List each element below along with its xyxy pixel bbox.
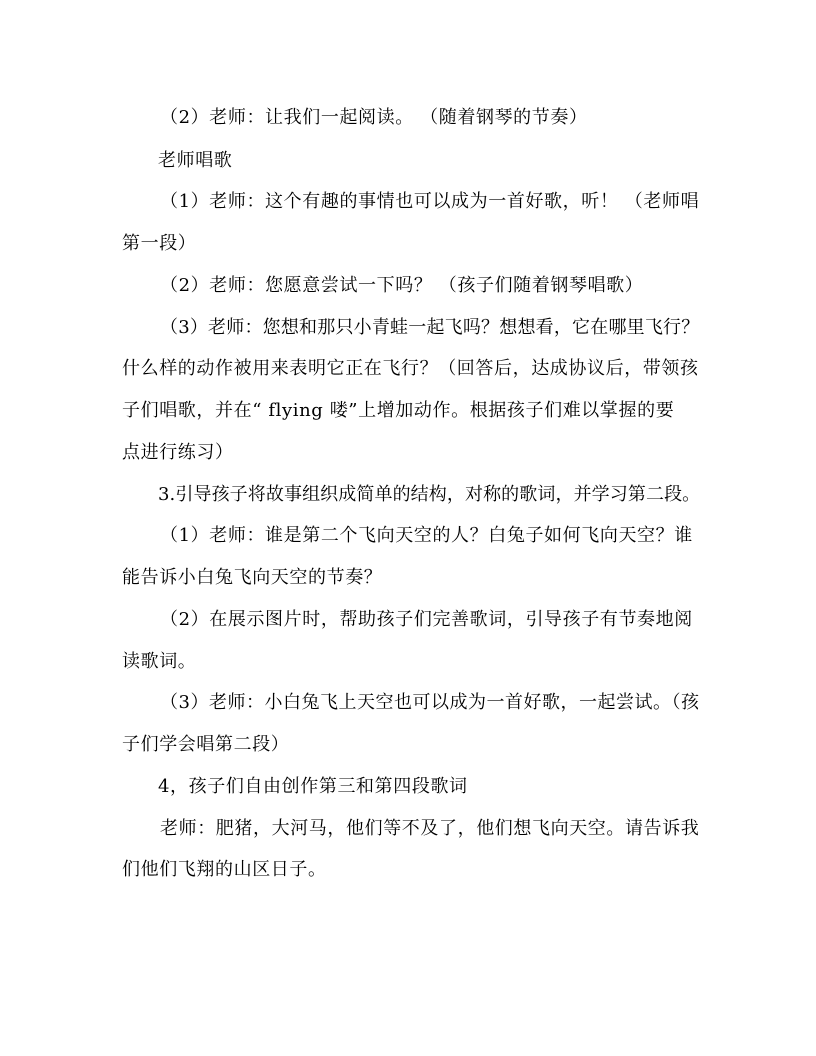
text-line: （2）老师：让我们一起阅读。 （随着钢琴的节奏） — [160, 107, 588, 128]
text-line: （2）在展示图片时，帮助孩子们完善歌词，引导孩子有节奏地阅 — [160, 609, 693, 630]
text-line: 4，孩子们自由创作第三和第四段歌词 — [158, 776, 468, 797]
text-line: 读歌词。 — [122, 651, 197, 672]
text-line: 子们唱歌，并在“ flying 喽”上增加动作。根据孩子们难以掌握的要 — [122, 400, 675, 421]
text-line: 老师唱歌 — [158, 150, 233, 171]
text-line: （3）老师：您想和那只小青蛙一起飞吗？想想看，它在哪里飞行？ — [160, 317, 700, 338]
text-line: 什么样的动作被用来表明它正在飞行？（回答后，达成协议后，带领孩 — [122, 358, 699, 379]
text-line: （2）老师：您愿意尝试一下吗？ （孩子们随着钢琴唱歌） — [160, 275, 644, 296]
text-line: 3.引导孩子将故事组织成简单的结构，对称的歌词，并学习第二段。 — [158, 484, 701, 505]
text-line: 点进行练习） — [122, 442, 234, 463]
text-line: 第一段） — [122, 233, 197, 254]
text-line: 能告诉小白兔飞向天空的节奏？ — [122, 567, 383, 588]
text-line: （1）老师：谁是第二个飞向天空的人？白兔子如何飞向天空？谁 — [160, 525, 693, 546]
text-line: （1）老师：这个有趣的事情也可以成为一首好歌，听！ （老师唱 — [160, 191, 700, 212]
text-line: 老师：肥猪，大河马，他们等不及了，他们想飞向天空。请告诉我 — [160, 818, 700, 839]
text-line: （3）老师：小白兔飞上天空也可以成为一首好歌，一起尝试。（孩 — [160, 692, 700, 713]
text-line: 子们学会唱第二段） — [122, 734, 290, 755]
text-line: 们他们飞翔的山区日子。 — [122, 859, 327, 880]
